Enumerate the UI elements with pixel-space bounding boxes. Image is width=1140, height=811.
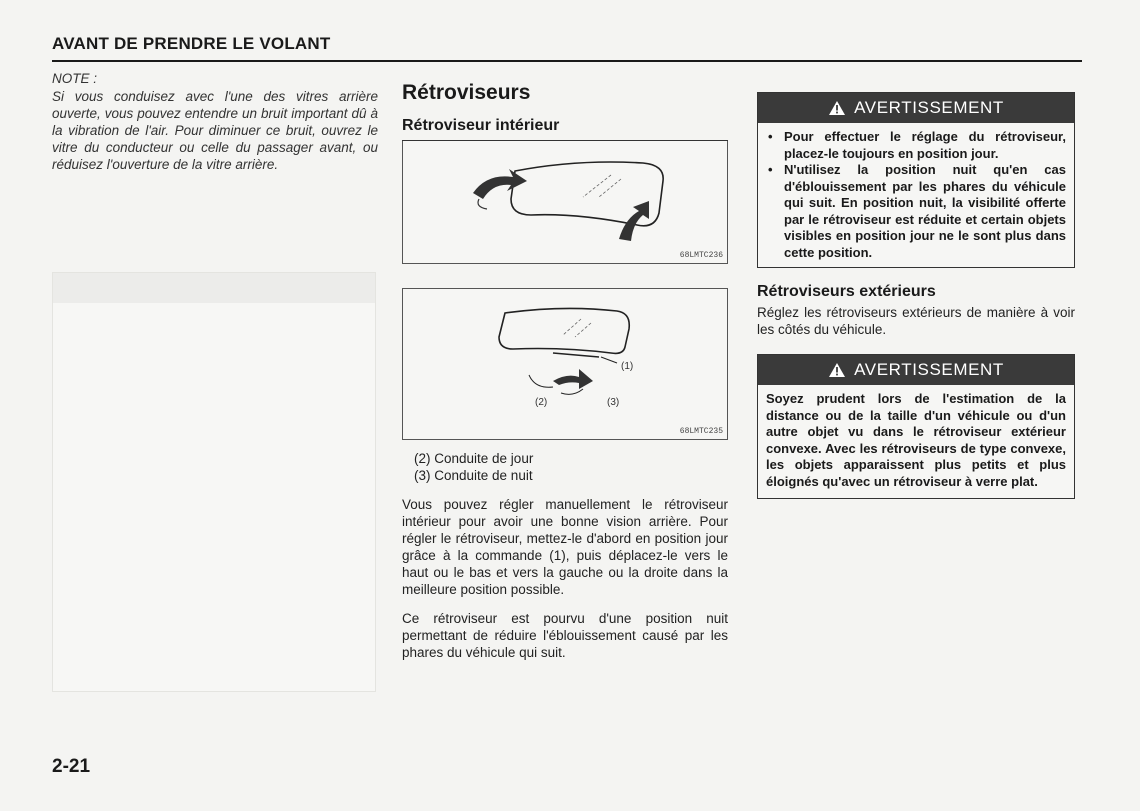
list-item [766,162,1066,261]
figure-captions [414,450,728,484]
callout-1: (1) [621,361,634,372]
interior-mirror-column [402,80,728,661]
warning-box-interior [757,92,1075,268]
section-title: Rétroviseurs [402,81,531,104]
figure-code: 68LMTC236 [679,251,723,260]
exterior-mirrors-title: Rétroviseurs extérieurs [757,283,936,300]
header-rule [52,60,1082,62]
note-label: NOTE : [52,71,98,86]
note-text: Si vous conduisez avec l'une des vitres arrière ouverte, vous pouvez entendre un bruit important dû à la vibration de l'air. Pour diminuer ce bruit, ouvrez le vitre du conducteur ou celle du passager avant, ou réduisez l'ouverture de la vitre arrière. [52,89,378,172]
warning-box-exterior [757,354,1075,499]
exterior-mirrors-text: Réglez les rétroviseurs extérieurs de manière à voir les côtés du véhicule. [757,305,1075,337]
running-head: AVANT DE PRENDRE LE VOLANT [52,34,331,53]
list-item [766,129,1066,162]
warning-item-text: N'utilisez la position nuit qu'en cas d'éblouissement par les phares du véhicule qui suit. En position nuit, la visibilité offerte par le rétroviseur est réduite et certain objets visibles en position jour ne le sont plus dans cette position. [784,162,1066,260]
caption-day: (2) Conduite de jour [414,451,534,466]
callout-2: (2) [535,397,548,408]
callout-3: (3) [607,397,620,408]
figure-code: 68LMTC235 [679,427,723,436]
warning-list [766,129,1066,261]
figure-mirror-adjust [402,141,728,264]
mirror-adjust-illustration [403,141,727,263]
adjust-paragraph: Vous pouvez régler manuellement le rétroviseur intérieur pour avoir une bonne vision arrière. Pour régler le rétroviseur, mettez-le d'abord en position jour grâce à la commande (1), puis déplacez-le vers le haut ou le bas et vers la gauche ou la droite dans la meilleure position possible. [402,497,728,597]
warning-heading-label: AVERTISSEMENT [854,360,1004,379]
warning-triangle-icon [828,362,846,378]
warning-heading-label: AVERTISSEMENT [854,98,1004,117]
warnings-column [757,92,1075,499]
warning-item-text: Pour effectuer le réglage du rétroviseur, placez-le toujours en position jour. [784,129,1066,161]
warning-heading [758,93,1074,123]
note-column [52,70,378,173]
warning-triangle-icon [828,100,846,116]
bullet: • [768,129,773,144]
warning-text: Soyez prudent lors de l'estimation de la distance ou de la taille d'un véhicule ou d'un autre objet vu dans le rétroviseur extérieur convexe. Avec les rétroviseurs de type convexe, les objets apparaissent plus petits et plus éloignés qu'avec un rétroviseur à verre plat. [766,391,1066,489]
bullet: • [768,162,773,177]
page-number: 2-21 [52,756,91,777]
day-night-lever-illustration [403,289,727,439]
figure-day-night-lever [402,288,728,440]
bleed-through-band [53,273,375,303]
warning-heading [758,355,1074,385]
night-position-paragraph: Ce rétroviseur est pourvu d'une position nuit permettant de réduire l'éblouissement causé par les phares du véhicule qui suit. [402,611,728,660]
caption-night: (3) Conduite de nuit [414,468,533,483]
bleed-through-box [52,272,376,692]
interior-mirror-title: Rétroviseur intérieur [402,116,728,141]
